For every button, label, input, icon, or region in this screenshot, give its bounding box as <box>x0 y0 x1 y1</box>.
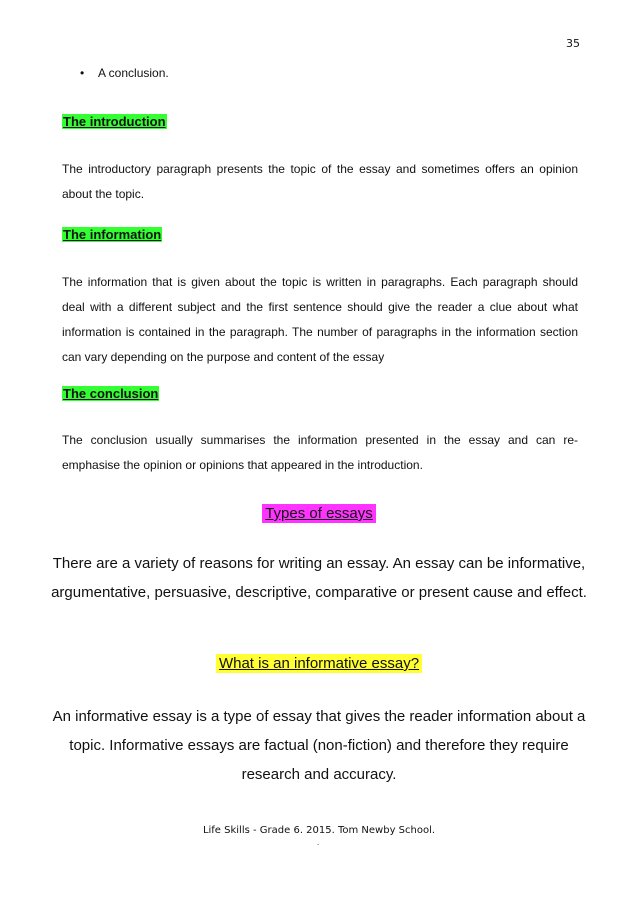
footer-text: Life Skills - Grade 6. 2015. Tom Newby School. <box>202 825 436 836</box>
types-of-essays-paragraph: There are a variety of reasons for writing an essay. An essay can be informative, argumentative, persuasive, descriptive, comparative or present cause and effect. <box>51 555 587 601</box>
information-paragraph: The information that is given about the topic is written in paragraphs. Each paragraph should deal with a different subject and the first sentence should give the reader a clue about what information is contained in the paragraph. The number of paragraphs in the information section can vary depending on the purpose and content of the essay <box>62 275 578 364</box>
informative-essay-heading: What is an informative essay? <box>216 654 422 673</box>
types-of-essays-heading: Types of essays <box>262 504 376 523</box>
introduction-paragraph: The introductory paragraph presents the topic of the essay and sometimes offers an opinion about the topic. <box>62 162 578 201</box>
conclusion-heading: The conclusion <box>63 386 159 401</box>
bullet-icon: • <box>80 66 85 80</box>
footer-dot: . <box>317 838 320 847</box>
conclusion-paragraph: The conclusion usually summarises the information presented in the essay and can re-emphasise the opinion or opinions that appeared in the introduction. <box>62 433 578 472</box>
informative-essay-paragraph: An informative essay is a type of essay that gives the reader information about a topic. Informative essays are factual (non-fiction) and therefore they require research and accuracy. <box>52 708 586 783</box>
informative-essay-heading-row <box>0 655 638 672</box>
introduction-heading: The introduction <box>63 114 166 129</box>
bullet-text: A conclusion. <box>98 66 169 80</box>
information-heading: The information <box>63 227 162 242</box>
page-number: 35 <box>566 37 580 50</box>
types-of-essays-heading-row <box>0 505 638 522</box>
bullet-item <box>80 66 169 80</box>
